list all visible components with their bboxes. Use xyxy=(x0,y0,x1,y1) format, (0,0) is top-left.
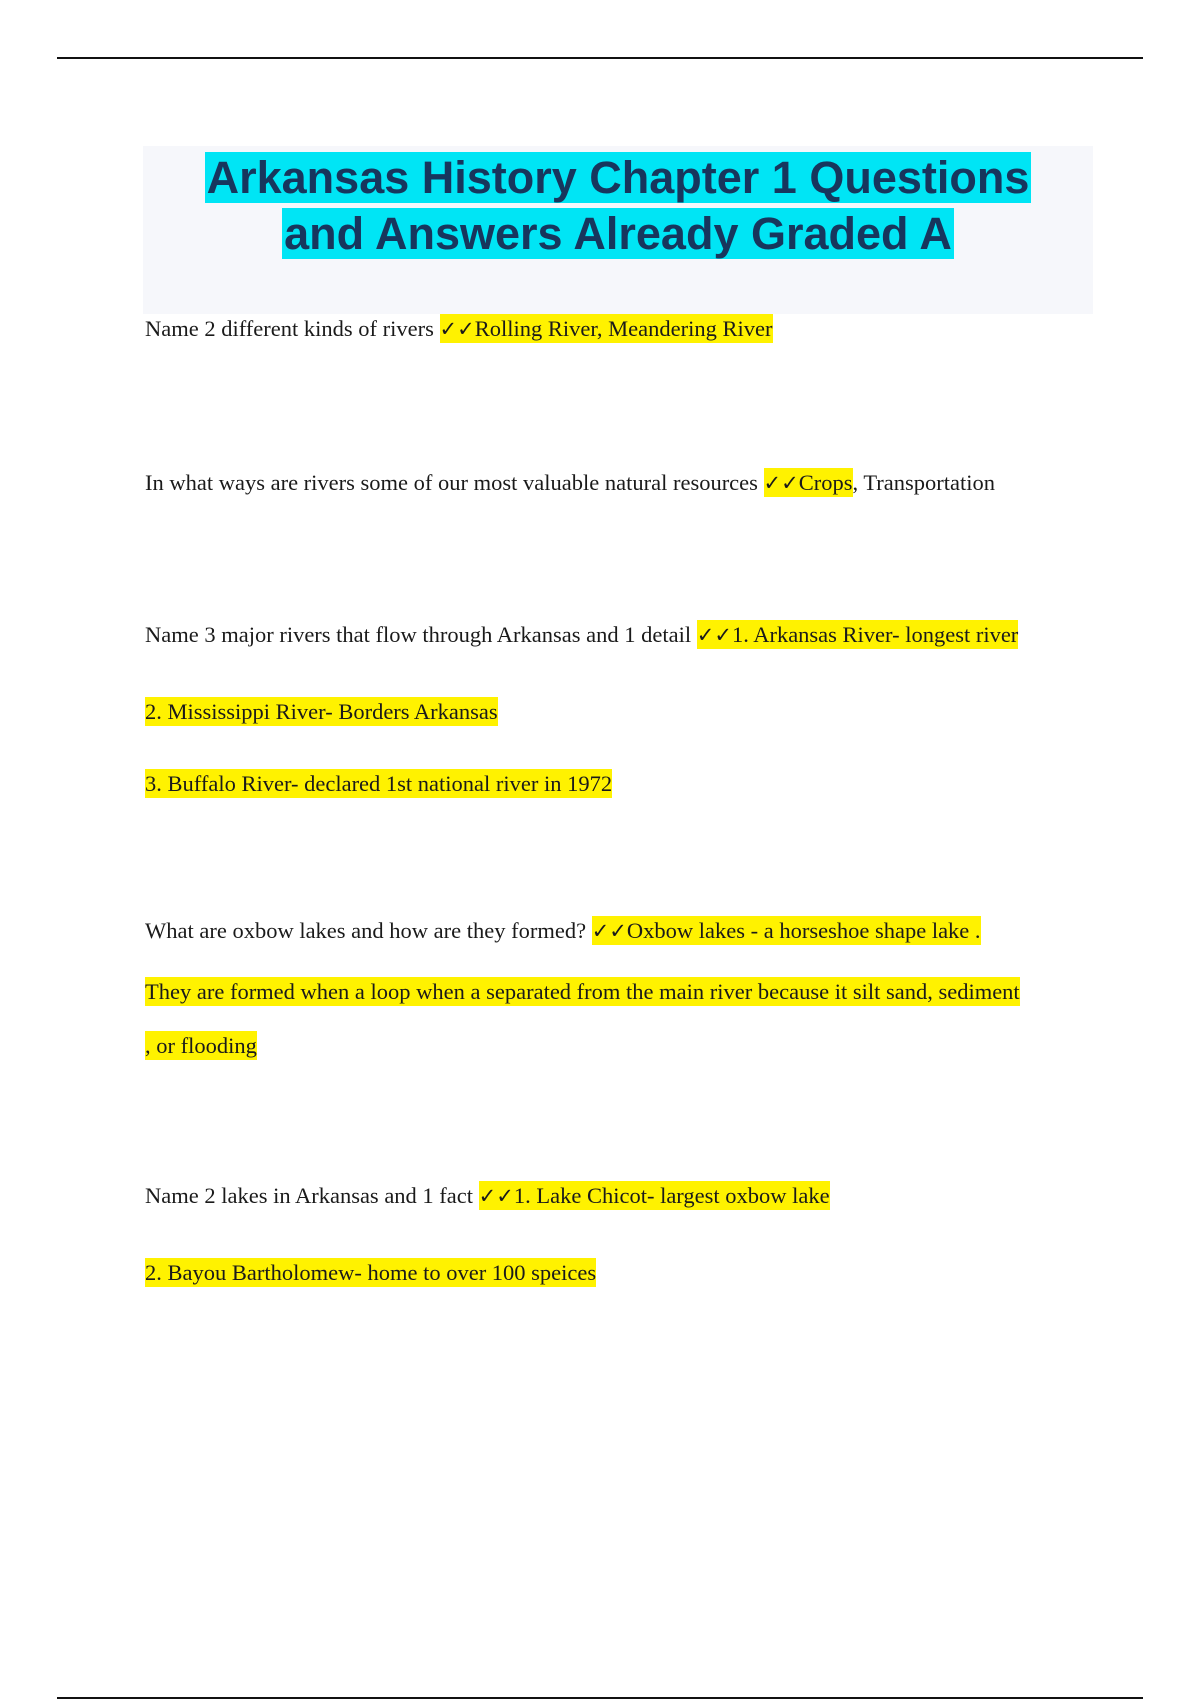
answer-highlight xyxy=(764,468,853,497)
answer-text: Crops xyxy=(798,470,853,495)
title-banner xyxy=(143,146,1093,314)
question-text: Name 2 different kinds of rivers xyxy=(145,316,440,341)
qa-item-3-continuation-1 xyxy=(145,697,498,727)
double-check-icon: ✓✓ xyxy=(591,919,627,943)
double-check-icon: ✓✓ xyxy=(439,317,475,341)
top-rule xyxy=(57,57,1143,59)
title-line-1: Arkansas History Chapter 1 Questions xyxy=(206,152,1030,203)
qa-item-2 xyxy=(145,468,995,498)
answer-text: Oxbow lakes - a horseshoe shape lake . xyxy=(626,918,981,943)
bottom-rule xyxy=(57,1697,1143,1699)
qa-item-5-continuation-1 xyxy=(145,1258,596,1288)
question-text: Name 2 lakes in Arkansas and 1 fact xyxy=(145,1183,479,1208)
answer-text: 1. Lake Chicot- largest oxbow lake xyxy=(513,1183,830,1208)
answer-text: 2. Mississippi River- Borders Arkansas xyxy=(145,699,498,724)
qa-item-1 xyxy=(145,314,773,344)
double-check-icon: ✓✓ xyxy=(763,471,799,495)
answer-highlight xyxy=(592,916,981,945)
double-check-icon: ✓✓ xyxy=(478,1184,514,1208)
answer-text: 1. Arkansas River- longest river xyxy=(731,622,1019,647)
answer-tail-text: , Transportation xyxy=(852,470,996,495)
question-text: In what ways are rivers some of our most valuable natural resources xyxy=(145,470,764,495)
qa-item-4-continuation-1 xyxy=(145,977,1020,1007)
qa-item-4-continuation-2 xyxy=(145,1031,257,1061)
double-check-icon: ✓✓ xyxy=(696,623,732,647)
answer-text: Rolling River, Meandering River xyxy=(474,316,773,341)
answer-highlight xyxy=(697,620,1019,649)
qa-item-4 xyxy=(145,916,981,946)
question-text: What are oxbow lakes and how are they formed? xyxy=(145,918,592,943)
question-text: Name 3 major rivers that flow through Arkansas and 1 detail xyxy=(145,622,697,647)
answer-text: 2. Bayou Bartholomew- home to over 100 speices xyxy=(145,1260,597,1285)
qa-item-3 xyxy=(145,620,1018,650)
qa-item-5 xyxy=(145,1181,830,1211)
answer-text: 3. Buffalo River- declared 1st national river in 1972 xyxy=(145,771,613,796)
answer-highlight xyxy=(440,314,773,343)
answer-text: , or flooding xyxy=(145,1033,257,1058)
document-title xyxy=(143,146,1093,262)
qa-item-3-continuation-2 xyxy=(145,769,612,799)
answer-text: They are formed when a loop when a separated from the main river because it silt sand, sediment xyxy=(145,979,1020,1004)
title-line-2: and Answers Already Graded A xyxy=(284,208,952,259)
answer-highlight xyxy=(479,1181,830,1210)
